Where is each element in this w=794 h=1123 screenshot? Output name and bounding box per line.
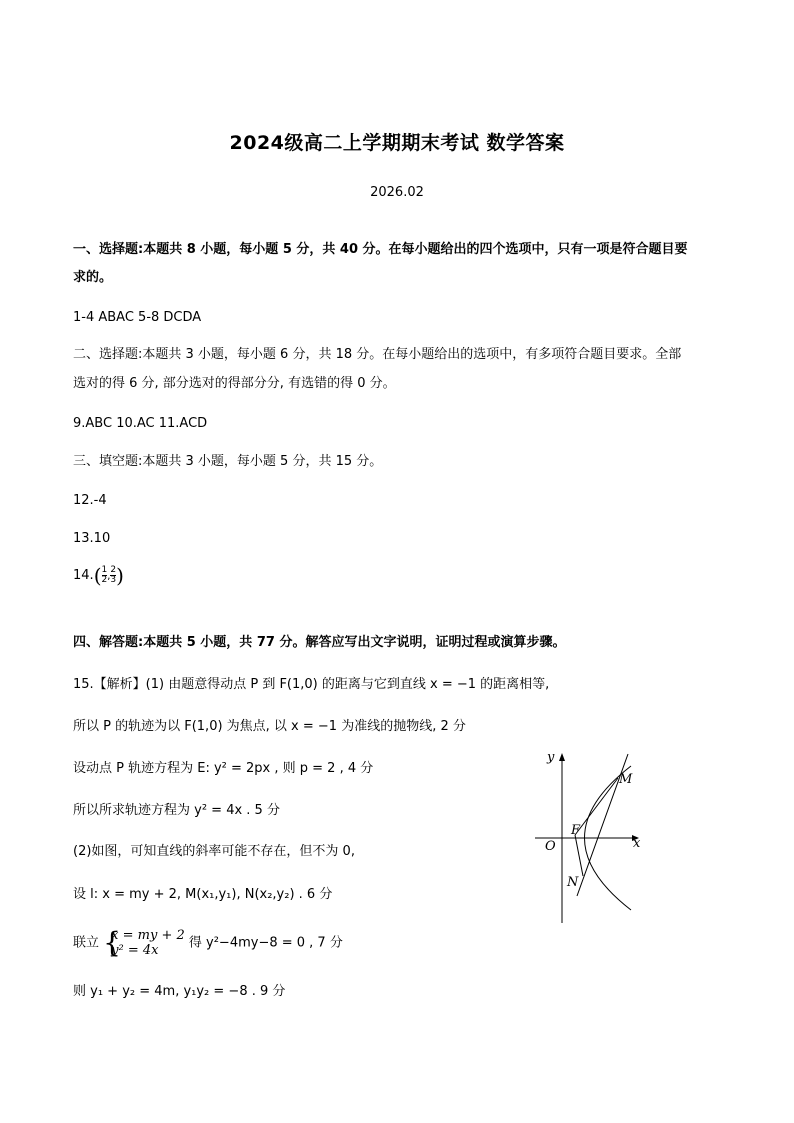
section2-heading-line2: 选对的得 6 分, 部分选对的得部分分, 有选错的得 0 分。 bbox=[73, 376, 396, 391]
label-m: M bbox=[619, 772, 633, 787]
section4-heading: 四、解答题:本题共 5 小题，共 77 分。解答应写出文字说明，证明过程或演算步骤。 bbox=[73, 635, 566, 650]
answer-q14 bbox=[73, 563, 723, 588]
equation-system bbox=[103, 928, 185, 958]
label-o: O bbox=[545, 839, 556, 854]
segment-fn bbox=[575, 835, 583, 876]
q15-line-7 bbox=[73, 928, 723, 958]
label-y: y bbox=[547, 750, 555, 765]
system-eq-1: x = my + 2 bbox=[111, 928, 185, 943]
q14-comma: , bbox=[107, 571, 111, 582]
system-eq-2: y² = 4x bbox=[111, 943, 159, 958]
exam-date: 2026.02 bbox=[370, 185, 424, 200]
q15-line-4: 所以所求轨迹方程为 y² = 4x . 5 分 bbox=[73, 803, 280, 818]
section1-answers: 1-4 ABAC 5-8 DCDA bbox=[73, 310, 202, 325]
section3-heading: 三、填空题:本题共 3 小题，每小题 5 分，共 15 分。 bbox=[73, 454, 383, 469]
segment-fm bbox=[575, 778, 618, 835]
section2-heading-line1: 二、选择题:本题共 3 小题，每小题 6 分，共 18 分。在每小题给出的选项中，有多项符合题目要求。全部 bbox=[73, 347, 682, 362]
page-title: 2024级高二上学期期末考试 数学答案 bbox=[229, 132, 565, 154]
section1-heading-line1: 一、选择题:本题共 8 小题，每小题 5 分，共 40 分。在每小题给出的四个选项中，只有一项是符合题目要 bbox=[73, 242, 688, 257]
section2-answers: 9.ABC 10.AC 11.ACD bbox=[73, 416, 208, 431]
q14-close-paren: ) bbox=[116, 563, 124, 588]
system-suffix: 得 y²−4my−8 = 0 , 7 分 bbox=[188, 935, 343, 951]
q15-line-8: 则 y₁ + y₂ = 4m, y₁y₂ = −8 . 9 分 bbox=[73, 984, 286, 999]
label-x: x bbox=[633, 836, 641, 851]
q14-label: 14. bbox=[73, 568, 94, 583]
q15-line-1: 15.【解析】(1) 由题意得动点 P 到 F(1,0) 的距离与它到直线 x = −1 的距离相等, bbox=[73, 677, 550, 692]
q15-line-5: (2)如图，可知直线的斜率可能不存在，但不为 0, bbox=[73, 844, 355, 859]
label-f: F bbox=[571, 823, 581, 838]
q14-fraction-1: $\frac{1}{2}$ bbox=[101, 565, 108, 585]
q14-open-paren: ( bbox=[93, 563, 102, 588]
parabola-figure bbox=[535, 748, 645, 923]
q15-line-6: 设 l: x = my + 2, M(x₁,y₁), N(x₂,y₂) . 6 分 bbox=[73, 887, 333, 902]
system-brace: { bbox=[103, 926, 121, 959]
system-prefix: 联立 bbox=[73, 935, 100, 951]
q15-line-2: 所以 P 的轨迹为以 F(1,0) 为焦点, 以 x = −1 为准线的抛物线, 2 分 bbox=[73, 719, 466, 734]
section1-heading-line2: 求的。 bbox=[73, 270, 113, 285]
label-n: N bbox=[567, 875, 579, 890]
q14-fraction-2: $\frac{2}{3}$ bbox=[110, 565, 117, 585]
y-axis-arrow bbox=[559, 753, 565, 761]
answer-q13: 13.10 bbox=[73, 531, 111, 546]
q15-line-3: 设动点 P 轨迹方程为 E: y² = 2px , 则 p = 2 , 4 分 bbox=[73, 761, 374, 776]
answer-q12: 12.-4 bbox=[73, 493, 107, 508]
